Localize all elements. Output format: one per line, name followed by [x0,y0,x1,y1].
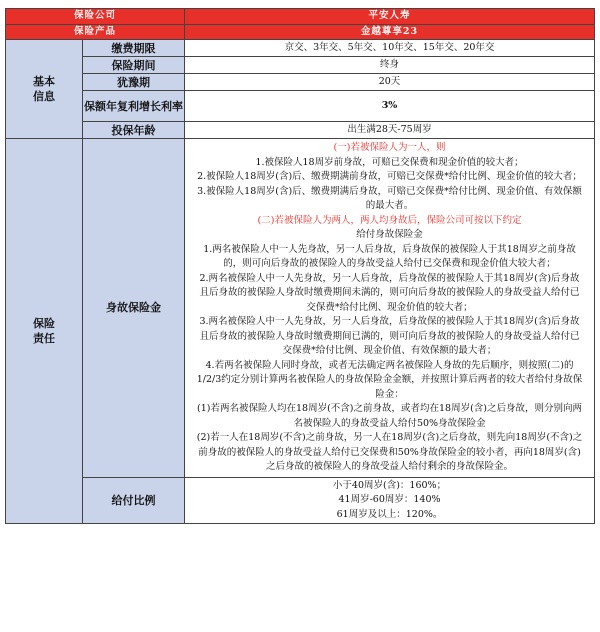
period-value: 终身 [185,57,595,74]
death-benefit-line-12: (2)若一人在18周岁(不含)之前身故，另一人在18周岁(含)之后身故，则先向18周岁(不含)之前身故的被保险人的身故受益人给付已交保费和50%身故保险金的较小者，再向18周岁(含)之后身故的被保险人的身故受益人给付剩余的身故保险金。 [196,432,583,472]
liability-section-line2: 责任 [33,332,55,345]
ratio-line-2: 41周岁-60周岁：140% [338,494,441,505]
death-benefit-text [185,139,595,478]
growth-value: 3% [185,91,595,122]
product-row [6,24,595,40]
basic-info-section [6,40,83,139]
ratio-label: 给付比例 [83,477,185,524]
death-benefit-row [6,139,595,478]
death-benefit-line-7: 1.两名被保险人中一人先身故，另一人后身故，后身故保的被保险人于其18周岁之前身故的，则可向后身故的被保险人的身故受益人给付已交保费和现金价值大较大者； [203,243,576,269]
ratio-row [6,477,595,524]
company-value: 平安人寿 [185,9,595,25]
insurance-table [5,8,595,524]
death-benefit-line-5: (二)若被保险人为两人，两人均身故后，保险公司可按以下约定 [257,214,522,226]
company-row [6,9,595,25]
product-label: 保险产品 [6,24,185,40]
hesitation-label: 犹豫期 [83,74,185,91]
hesitation-row [6,74,595,91]
ratio-text [185,477,595,524]
payment-value: 京交、3年交、5年交、10年交、15年交、20年交 [185,40,595,57]
death-benefit-line-2: 1.被保险人18周岁前身故，可赔已交保费和现金价值的较大者； [255,156,524,168]
death-benefit-line-3: 2.被保险人18周岁(含)后、缴费期满前身故，可赔已交保费*给付比例、现金价值的较大者； [197,171,582,182]
liability-section [6,139,83,524]
age-label: 投保年龄 [83,122,185,139]
death-benefit-line-9: 3.两名被保险人中一人先身故，另一人后身故，后身故保的被保险人于其18周岁(含)后身故且后身故的被保险人身故时缴费期间已满的，则可向后身故的被保险人的身故受益人给付已交保费*给付比例、现金价值、有效保额的最大者； [199,316,580,356]
period-row [6,57,595,74]
company-label: 保险公司 [6,9,185,25]
growth-label: 保额年复利增长利率 [83,91,185,122]
growth-row [6,91,595,122]
liability-section-line1: 保险 [33,317,55,330]
ratio-line-1: 小于40周岁(含)：160%； [332,479,447,491]
death-benefit-lines [185,141,594,475]
hesitation-value: 20天 [185,74,595,91]
death-benefit-label: 身故保险金 [83,139,185,478]
ratio-line-3: 61周岁及以上：120%。 [336,508,443,520]
basic-section-line2: 信息 [33,90,55,103]
basic-section-line1: 基本 [33,75,55,88]
payment-row [6,40,595,57]
death-benefit-line-6: 给付身故保险金 [356,229,423,240]
death-benefit-line-11: (1)若两名被保险人均在18周岁(不含)之前身故，或者均在18周岁(含)之后身故，则分别向两名被保险人的身故受益人给付50%身故保险金 [197,403,582,429]
payment-label: 缴费期限 [83,40,185,57]
product-value: 金越尊享23 [185,24,595,40]
death-benefit-line-4: 3.被保险人18周岁(含)后、缴费期满后身故，可赔已交保费*给付比例、现金价值、有效保额的最大者。 [197,185,582,211]
death-benefit-line-1: (一)若被保险人为一人，则 [333,142,446,153]
death-benefit-line-8: 2.两名被保险人中一人先身故，另一人后身故，后身故保的被保险人于其18周岁(含)后身故且后身故的被保险人身故时缴费期间未满的，则可向后身故的被保险人的身故受益人给付已交保费*给付比例、现金价值的较大者； [199,272,580,313]
age-row [6,122,595,139]
death-benefit-line-10: 4.若两名被保险人同时身故，或者无法确定两名被保险人身故的先后顺序，则按照(二)的1/2/3约定分别计算两名被保险人的身故保险金金额，并按照计算后两者的较大者给付身故保险金： [196,359,583,400]
period-label: 保险期间 [83,57,185,74]
age-value: 出生满28天-75周岁 [185,122,595,139]
